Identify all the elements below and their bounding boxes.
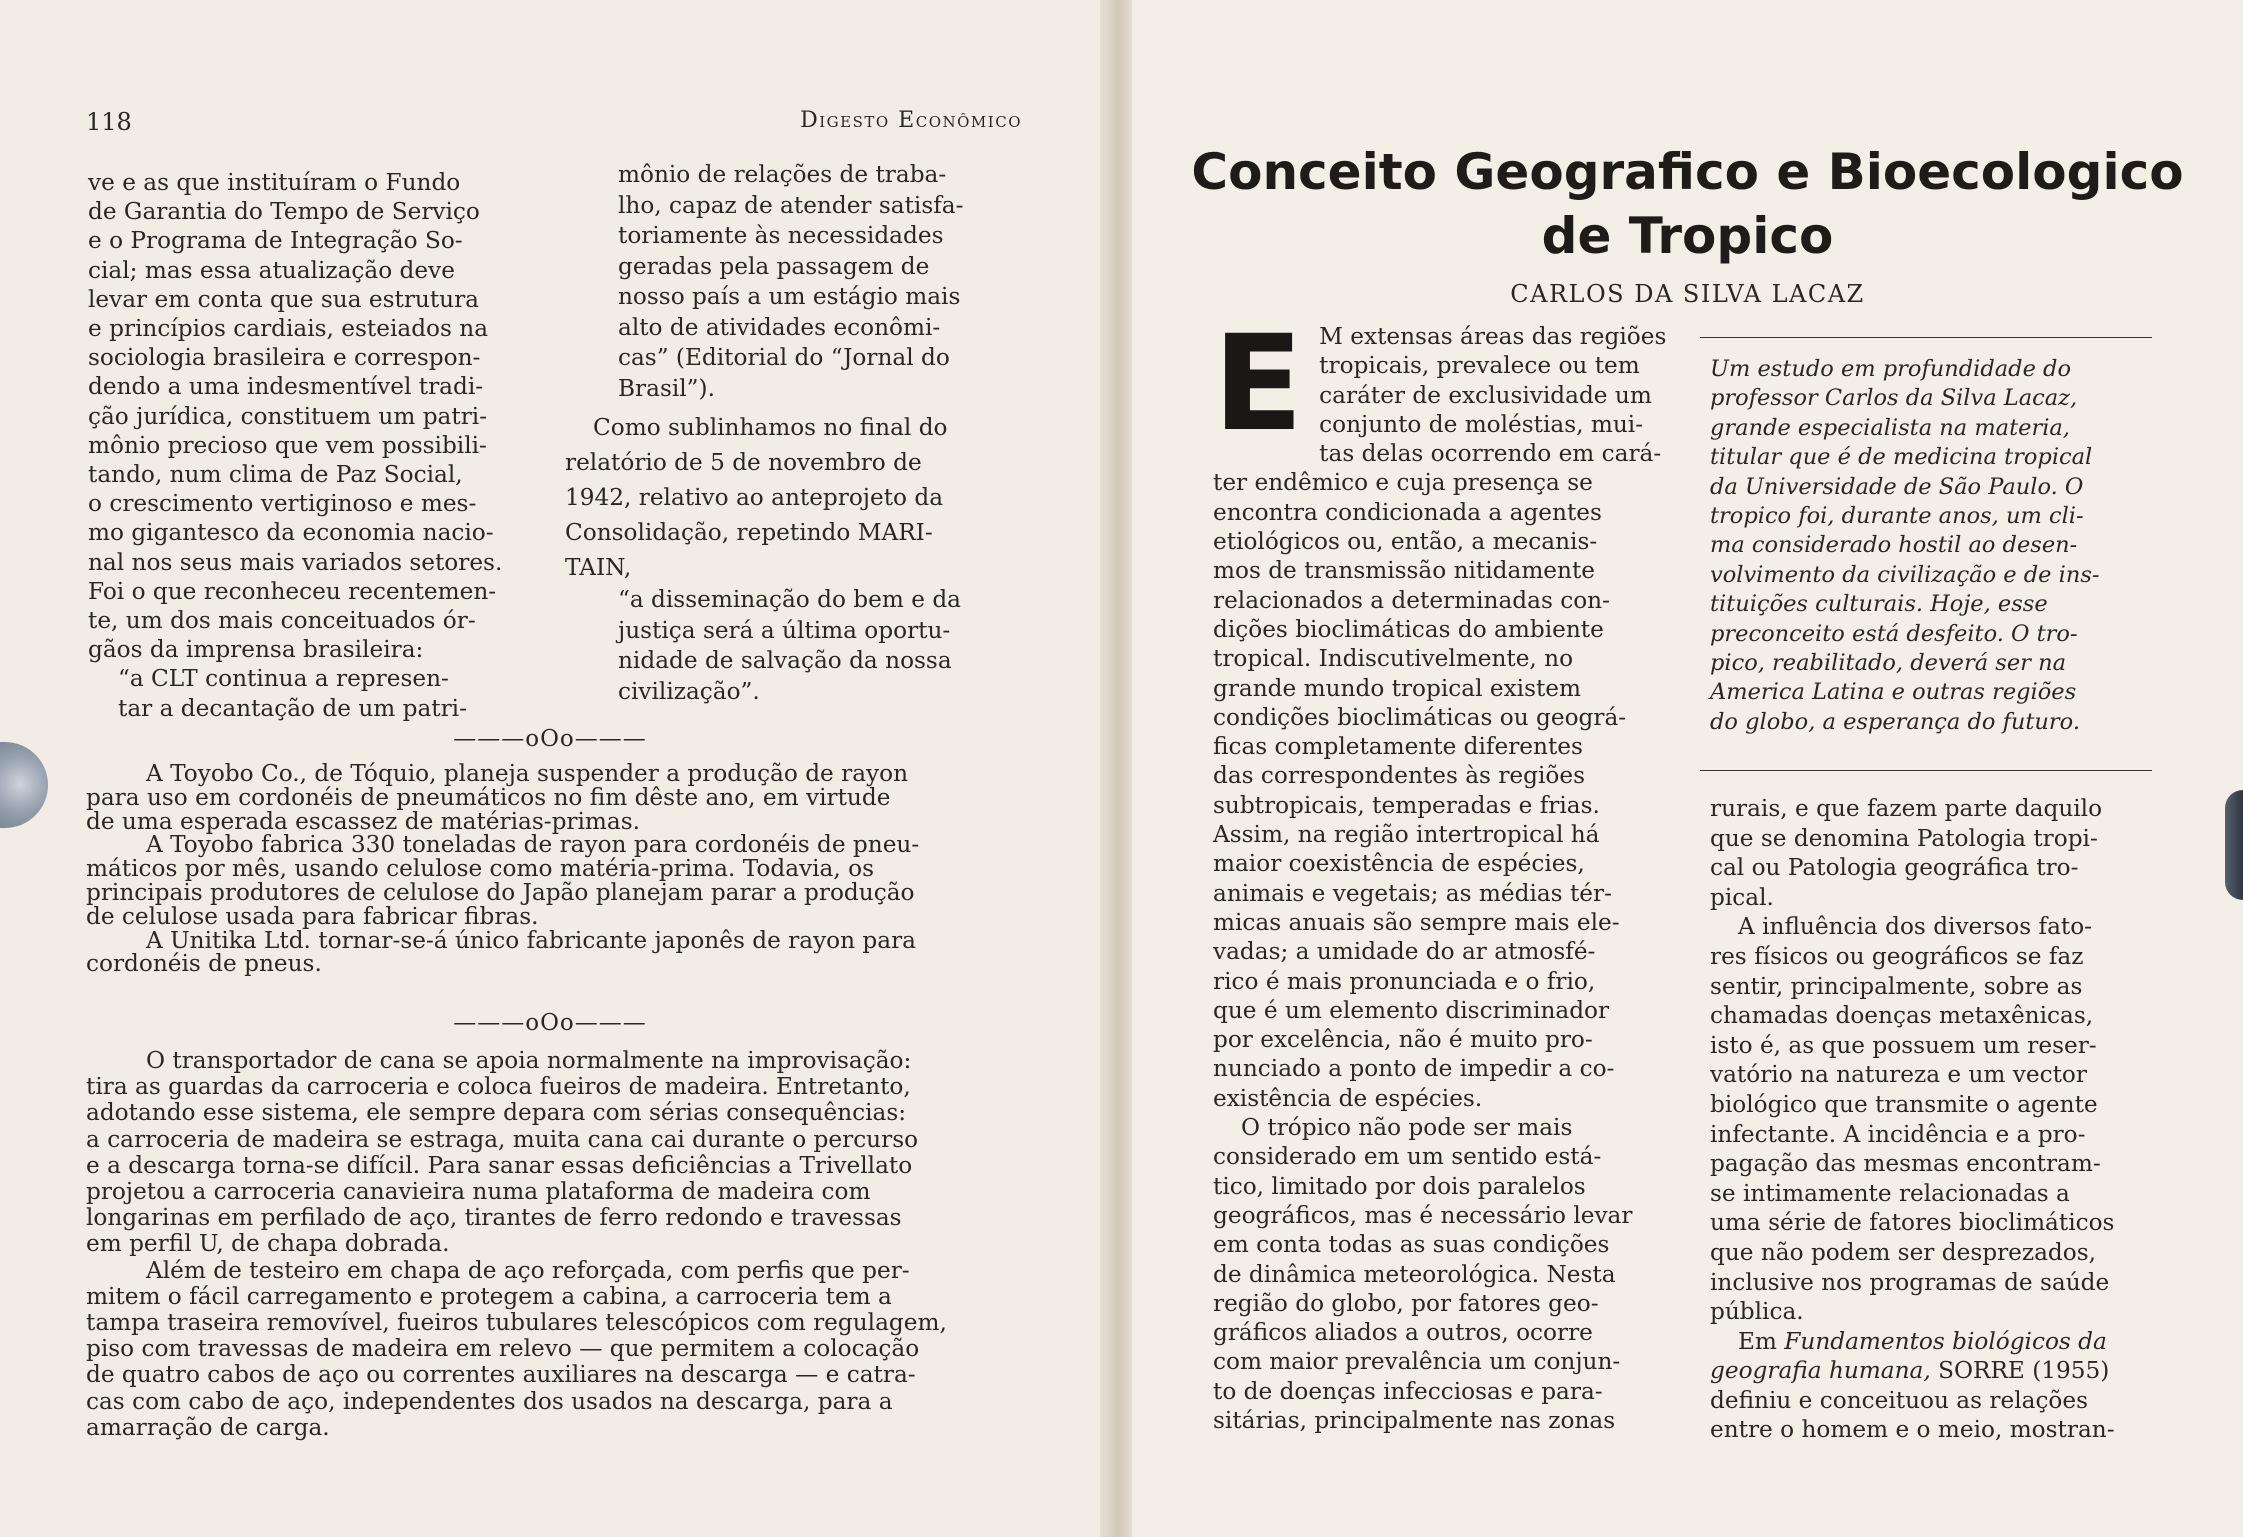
text-line: gãos da imprensa brasileira:: [88, 636, 424, 664]
abstract-line: preconceito está desfeito. O tro-: [1710, 620, 2078, 647]
quote-line: justiça será a última oportu-: [618, 616, 951, 644]
text-line: encontra condicionada a agentes: [1213, 498, 1602, 526]
text-line: grande mundo tropical existem: [1213, 674, 1582, 702]
text-line: nal nos seus mais variados setores.: [88, 548, 503, 576]
text-line: o crescimento vertiginoso e mes-: [88, 490, 477, 518]
left-page: [0, 0, 1100, 1537]
text-line: de quatro cabos de aço ou correntes auxiliares na descarga — e catra-: [86, 1361, 916, 1389]
text-line: te, um dos mais conceituados ór-: [88, 607, 476, 635]
text-line: maior coexistência de espécies,: [1213, 850, 1585, 878]
page-thumb-tab: [2225, 790, 2243, 900]
text-line: O transportador de cana se apoia normalmente na improvisação:: [146, 1047, 912, 1074]
text-line: tira as guardas da carroceria e coloca fueiros de madeira. Entretanto,: [86, 1073, 911, 1101]
drop-cap: E: [1213, 307, 1304, 461]
text-line: dendo a uma indesmentível tradi-: [88, 373, 484, 401]
text-line: tropical. Indiscutivelmente, no: [1213, 645, 1574, 673]
text-line: uma série de fatores bioclimáticos: [1710, 1209, 2115, 1237]
text-line: conjunto de moléstias, mui-: [1319, 410, 1644, 438]
italic-title: Fundamentos biológicos da: [1784, 1327, 2107, 1355]
text-line: O trópico não pode ser mais: [1241, 1114, 1573, 1142]
text-line: infectante. A incidência e a pro-: [1710, 1120, 2086, 1148]
text-line: e princípios cardiais, esteiados na: [88, 315, 489, 343]
text-line: ção jurídica, constituem um patri-: [88, 402, 488, 430]
text-line: e a descarga torna-se difícil. Para sanar essas deficiências a Trivellato: [86, 1151, 913, 1179]
quote-line: “a disseminação do bem e da: [618, 586, 961, 613]
text-line: tico, limitado por dois paralelos: [1213, 1172, 1586, 1200]
text-line: mo gigantesco da economia nacio-: [88, 519, 494, 547]
text-line: Assim, na região intertropical há: [1213, 821, 1600, 849]
quote-line: Brasil”).: [618, 374, 715, 402]
text-line: longarinas em perfilado de aço, tirantes de ferro redondo e travessas: [86, 1204, 902, 1232]
abstract-line: tituições culturais. Hoje, esse: [1710, 591, 2048, 618]
right-column-2: [1710, 794, 2152, 1445]
text-line: mitem o fácil carregamento e protegem a cabina, a carroceria tem a: [86, 1282, 892, 1310]
page-thumb-tab: [0, 742, 48, 828]
abstract-rule-bottom: [1700, 770, 2152, 771]
text-line: cas com cabo de aço, independentes dos usados na descarga, para a: [86, 1387, 893, 1415]
text-line: mos de transmissão nitidamente: [1213, 557, 1596, 585]
text-line: de dinâmica meteorológica. Nesta: [1213, 1260, 1616, 1288]
text-line: de Garantia do Tempo de Serviço: [88, 198, 480, 226]
text-line: a carroceria de madeira se estraga, muita cana cai durante o percurso: [86, 1125, 919, 1153]
text-line: subtropicais, temperadas e frias.: [1213, 791, 1600, 819]
text-line: sociologia brasileira e correspon-: [88, 344, 481, 372]
text-line: caráter de exclusividade um: [1319, 381, 1652, 409]
article-author: CARLOS DA SILVA LACAZ: [1510, 280, 1865, 308]
text-line: região do globo, por fatores geo-: [1213, 1289, 1599, 1317]
abstract-line: titular que é de medicina tropical: [1710, 444, 2093, 471]
text-line: considerado em um sentido está-: [1213, 1143, 1602, 1171]
text-line: A Toyobo Co., de Tóquio, planeja suspender a produção de rayon: [146, 760, 909, 787]
text-line: M extensas áreas das regiões: [1319, 323, 1667, 350]
abstract-line: America Latina e outras regiões: [1710, 679, 2077, 706]
text-line: em perfil U, de chapa dobrada.: [86, 1230, 450, 1258]
text-line: adotando esse sistema, ele sempre depara com sérias consequências:: [86, 1099, 907, 1127]
text-line: piso com travessas de madeira em relevo — que permitem a colocação: [86, 1335, 920, 1363]
title-line: de Tropico: [1541, 207, 1834, 265]
text-line: pical.: [1710, 883, 1774, 911]
quote-line: nosso país a um estágio mais: [618, 283, 961, 310]
abstract-rule-top: [1700, 337, 2152, 338]
text-line: nunciado a ponto de impedir a co-: [1213, 1055, 1615, 1083]
text-line: e o Programa de Integração So-: [88, 227, 463, 255]
text-line: das correspondentes às regiões: [1213, 762, 1585, 790]
text-line: isto é, as que possuem um reser-: [1710, 1031, 2097, 1059]
text-line: vatório na natureza e um vector: [1710, 1061, 2087, 1089]
text-span: SORRE (1955): [1938, 1357, 2110, 1385]
text-line: ficas completamente diferentes: [1213, 733, 1583, 761]
news-item-toyobo: [86, 762, 1036, 976]
text-line: mônio precioso que vem possibili-: [88, 431, 487, 459]
text-line: com maior prevalência um conjun-: [1213, 1348, 1621, 1376]
text-line: “a CLT continua a represen-: [118, 665, 449, 693]
text-line: projetou a carroceria canavieira numa plataforma de madeira com: [86, 1178, 871, 1206]
text-line: res físicos ou geográficos se faz: [1710, 942, 2084, 970]
news-item-trivellato: [86, 1048, 1036, 1441]
section-separator: ———oOo———: [453, 726, 647, 752]
text-line: máticos por mês, usando celulose como matéria-prima. Todavia, os: [86, 855, 874, 883]
text-line: Além de testeiro em chapa de aço reforçada, com perfis que per-: [146, 1256, 910, 1284]
text-line: 1942, relativo ao anteprojeto da: [565, 484, 944, 511]
right-column-1: [1213, 307, 1668, 1435]
abstract-line: Um estudo em profundidade do: [1710, 356, 2071, 382]
article-abstract: [1710, 355, 2152, 737]
quote-line: cas” (Editorial do “Jornal do: [618, 344, 950, 371]
title-line: Conceito Geografico e Bioecologico: [1191, 143, 2184, 201]
text-line: tas delas ocorrendo em cará-: [1319, 440, 1662, 468]
book-gutter: [1100, 0, 1132, 1537]
page-number: 118: [86, 108, 132, 136]
text-line: A influência dos diversos fato-: [1738, 913, 2093, 941]
text-line: rurais, e que fazem parte daquilo: [1710, 795, 2103, 822]
running-head: Digesto Econômico: [800, 108, 1022, 133]
text-line: vadas; a umidade do ar atmosfé-: [1213, 938, 1596, 966]
text-line: ter endêmico e cuja presença se: [1213, 469, 1593, 497]
quote-line: mônio de relações de traba-: [618, 161, 947, 188]
text-line: entre o homem e o meio, mostran-: [1710, 1416, 2115, 1444]
text-line: existência de espécies.: [1213, 1084, 1483, 1112]
text-line: gráficos aliados a outros, ocorre: [1213, 1319, 1593, 1347]
text-line: tropicais, prevalece ou tem: [1319, 352, 1640, 380]
text-line: por excelência, não é muito pro-: [1213, 1026, 1593, 1054]
abstract-line: volvimento da civilização e de ins-: [1710, 561, 2100, 588]
quote-line: nidade de salvação da nossa: [618, 647, 952, 674]
abstract-line: ma considerado hostil ao desen-: [1710, 532, 2078, 559]
text-line: ve e as que instituíram o Fundo: [88, 169, 461, 196]
text-line: condições bioclimáticas ou geográ-: [1213, 703, 1627, 731]
quote-line: civilização”.: [618, 677, 760, 705]
text-line: cial; mas essa atualização deve: [88, 256, 455, 284]
text-line: [1710, 1327, 2152, 1357]
article-title: [1132, 140, 2243, 268]
text-line: A Toyobo fabrica 330 toneladas de rayon para cordonéis de pneu-: [146, 831, 920, 859]
italic-title: geografia humana,: [1710, 1357, 1931, 1385]
text-line: Consolidação, repetindo MARI-: [565, 519, 933, 546]
section-separator: ———oOo———: [453, 1010, 647, 1036]
text-line: chamadas doenças metaxênicas,: [1710, 1002, 2094, 1030]
left-column-2: [565, 160, 1038, 707]
text-span: Em: [1738, 1327, 1777, 1355]
quote-line: alto de atividades econômi-: [618, 313, 941, 341]
left-column-1: [88, 168, 523, 723]
text-line: to de doenças infecciosas e para-: [1213, 1377, 1603, 1405]
abstract-line: grande especialista na materia,: [1710, 414, 2070, 441]
text-line: que é um elemento discriminador: [1213, 996, 1610, 1024]
text-line: definiu e conceituou as relações: [1710, 1386, 2089, 1414]
quote-line: lho, capaz de atender satisfa-: [618, 191, 964, 219]
text-line: que não podem ser desprezados,: [1710, 1238, 2096, 1266]
text-line: tando, num clima de Paz Social,: [88, 461, 463, 489]
text-line: A Unitika Ltd. tornar-se-á único fabricante japonês de rayon para: [146, 926, 917, 954]
text-line: rico é mais pronunciada e o frio,: [1213, 967, 1596, 995]
text-line: cordonéis de pneus.: [86, 950, 322, 978]
text-line: dições bioclimáticas do ambiente: [1213, 615, 1604, 643]
abstract-line: da Universidade de São Paulo. O: [1710, 473, 2084, 500]
abstract-line: do globo, a esperança do futuro.: [1710, 708, 2080, 735]
abstract-line: tropico foi, durante anos, um cli-: [1710, 503, 2084, 530]
quote-line: toriamente às necessidades: [618, 222, 944, 249]
abstract-line: pico, reabilitado, deverá ser na: [1710, 650, 2066, 677]
text-line: inclusive nos programas de saúde: [1710, 1268, 2110, 1296]
text-line: pagação das mesmas encontram-: [1710, 1150, 2101, 1178]
text-line: geográficos, mas é necessário levar: [1213, 1201, 1633, 1229]
text-line: TAIN,: [565, 554, 632, 581]
text-line: se intimamente relacionadas a: [1710, 1179, 2070, 1207]
text-line: tampa traseira removível, fueiros tubulares telescópicos com regulagem,: [86, 1309, 947, 1337]
text-line: sentir, principalmente, sobre as: [1710, 972, 2083, 1000]
abstract-line: professor Carlos da Silva Lacaz,: [1710, 385, 2078, 412]
text-line: sitárias, principalmente nas zonas: [1213, 1406, 1616, 1434]
text-line: em conta todas as suas condições: [1213, 1231, 1610, 1259]
text-line: amarração de carga.: [86, 1413, 330, 1441]
text-line: [1710, 1356, 2152, 1386]
text-line: tar a decantação de um patri-: [118, 694, 467, 722]
quote-line: geradas pela passagem de: [618, 252, 930, 280]
text-line: animais e vegetais; as médias tér-: [1213, 879, 1612, 907]
text-line: levar em conta que sua estrutura: [88, 285, 480, 313]
text-line: Foi o que reconheceu recentemen-: [88, 577, 497, 605]
text-line: Como sublinhamos no final do: [593, 414, 948, 441]
text-line: que se denomina Patologia tropi-: [1710, 824, 2098, 852]
text-line: para uso em cordonéis de pneumáticos no fim dêste ano, em virtude: [86, 783, 891, 811]
text-line: micas anuais são sempre mais ele-: [1213, 908, 1620, 936]
text-line: relatório de 5 de novembro de: [565, 449, 922, 476]
text-line: pública.: [1710, 1298, 1804, 1326]
text-line: cal ou Patologia geográfica tro-: [1710, 854, 2079, 882]
text-line: de celulose usada para fabricar fibras.: [86, 902, 539, 930]
text-line: etiológicos ou, então, a mecanis-: [1213, 528, 1598, 556]
text-line: biológico que transmite o agente: [1710, 1090, 2098, 1118]
text-line: relacionados a determinadas con-: [1213, 586, 1610, 614]
text-line: de uma esperada escassez de matérias-primas.: [86, 807, 640, 835]
text-line: principais produtores de celulose do Japão planejam parar a produção: [86, 878, 915, 906]
